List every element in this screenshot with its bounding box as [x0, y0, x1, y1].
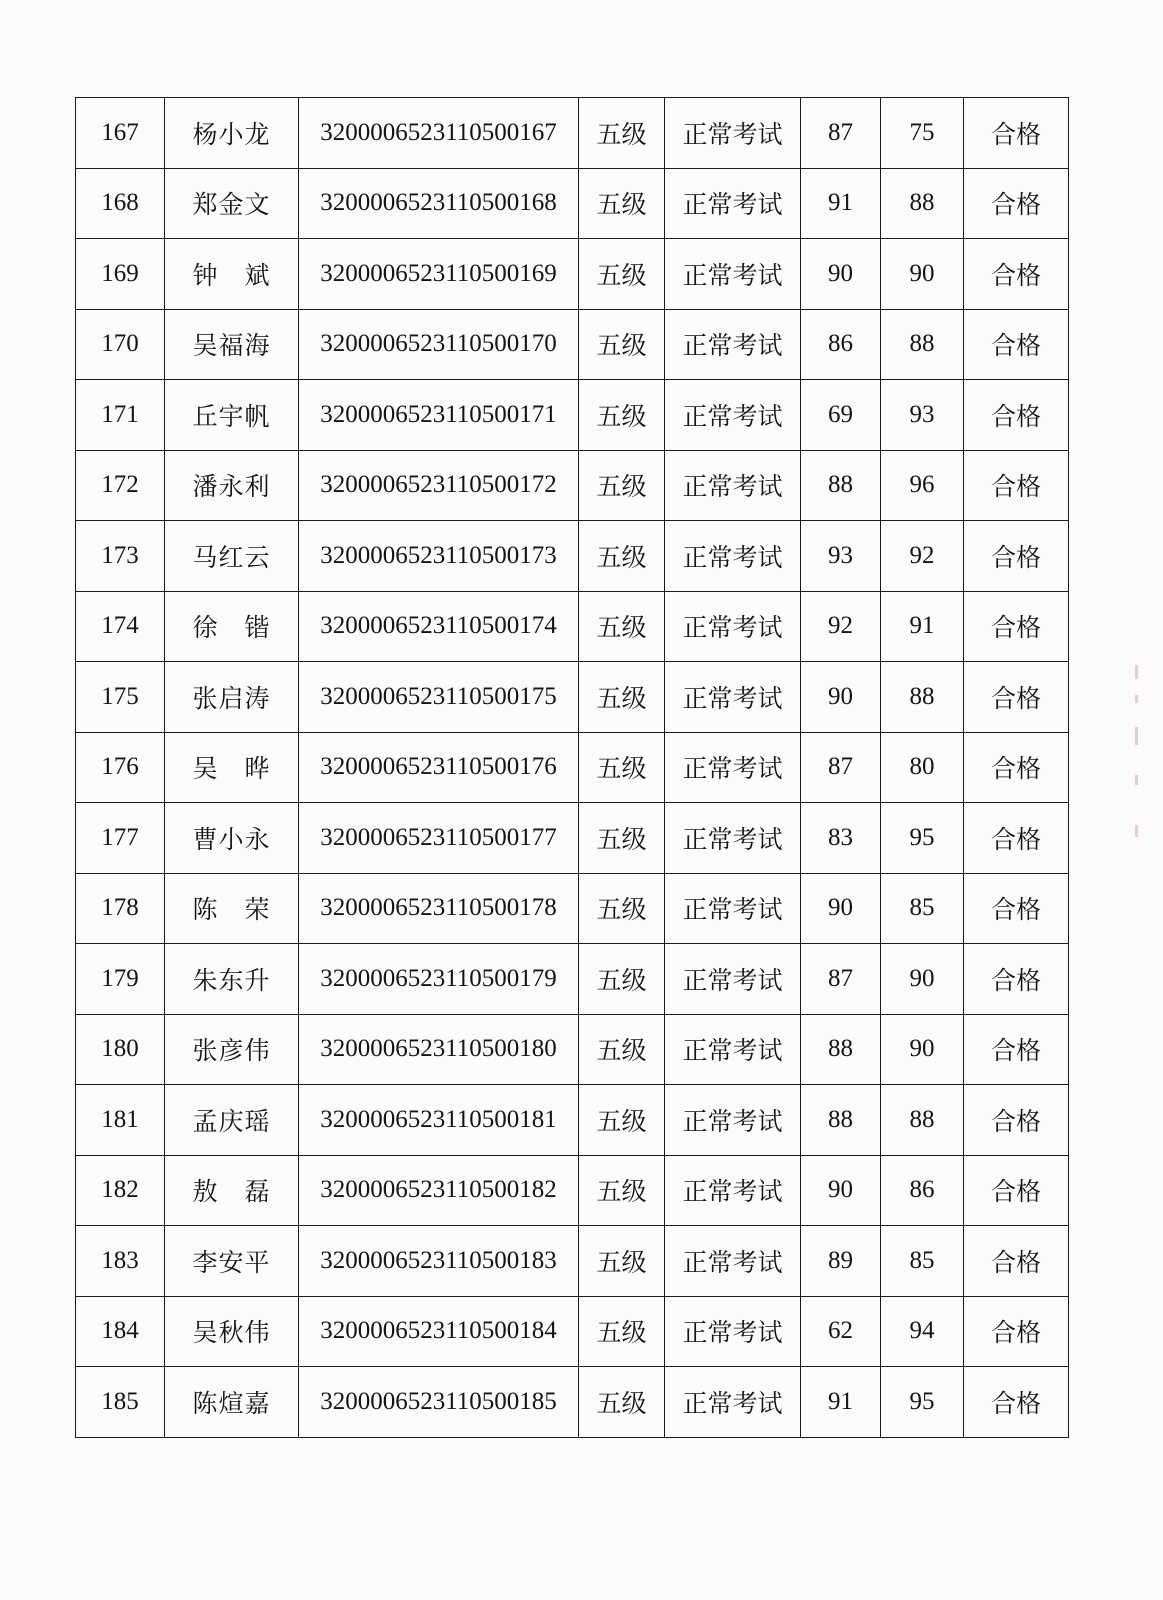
theory-score-cell: 90	[801, 239, 881, 310]
seq-cell: 177	[76, 803, 165, 874]
name-cell: 钟 斌	[165, 239, 299, 310]
table-row	[76, 803, 1069, 874]
table-row	[76, 944, 1069, 1015]
skill-score-cell: 88	[881, 662, 964, 733]
skill-score-cell: 86	[881, 1155, 964, 1226]
skill-score-cell: 85	[881, 873, 964, 944]
exam-type-cell: 正常考试	[665, 309, 801, 380]
result-cell: 合格	[964, 944, 1069, 1015]
seq-cell: 182	[76, 1155, 165, 1226]
certificate-id-cell: 3200006523110500177	[299, 803, 579, 874]
skill-score-cell: 93	[881, 380, 964, 451]
level-cell: 五级	[579, 1014, 665, 1085]
seq-cell: 167	[76, 98, 165, 169]
result-cell: 合格	[964, 309, 1069, 380]
skill-score-cell: 92	[881, 521, 964, 592]
table-row	[76, 1155, 1069, 1226]
table-row	[76, 380, 1069, 451]
exam-type-cell: 正常考试	[665, 732, 801, 803]
theory-score-cell: 91	[801, 168, 881, 239]
result-cell: 合格	[964, 1085, 1069, 1156]
table-row	[76, 98, 1069, 169]
exam-type-cell: 正常考试	[665, 1226, 801, 1297]
certificate-id-cell: 3200006523110500178	[299, 873, 579, 944]
certificate-id-cell: 3200006523110500173	[299, 521, 579, 592]
theory-score-cell: 91	[801, 1367, 881, 1438]
exam-type-cell: 正常考试	[665, 873, 801, 944]
name-cell: 陈煊嘉	[165, 1367, 299, 1438]
seq-cell: 178	[76, 873, 165, 944]
result-cell: 合格	[964, 450, 1069, 521]
skill-score-cell: 88	[881, 1085, 964, 1156]
level-cell: 五级	[579, 309, 665, 380]
name-cell: 丘宇帆	[165, 380, 299, 451]
exam-type-cell: 正常考试	[665, 380, 801, 451]
result-cell: 合格	[964, 1155, 1069, 1226]
exam-type-cell: 正常考试	[665, 662, 801, 733]
seq-cell: 185	[76, 1367, 165, 1438]
table-row	[76, 1085, 1069, 1156]
seq-cell: 170	[76, 309, 165, 380]
seq-cell: 181	[76, 1085, 165, 1156]
result-cell: 合格	[964, 521, 1069, 592]
theory-score-cell: 86	[801, 309, 881, 380]
level-cell: 五级	[579, 521, 665, 592]
seq-cell: 180	[76, 1014, 165, 1085]
skill-score-cell: 80	[881, 732, 964, 803]
certificate-id-cell: 3200006523110500168	[299, 168, 579, 239]
level-cell: 五级	[579, 944, 665, 1015]
theory-score-cell: 62	[801, 1296, 881, 1367]
name-cell: 张彦伟	[165, 1014, 299, 1085]
name-cell: 马红云	[165, 521, 299, 592]
exam-type-cell: 正常考试	[665, 98, 801, 169]
theory-score-cell: 93	[801, 521, 881, 592]
level-cell: 五级	[579, 98, 665, 169]
result-cell: 合格	[964, 873, 1069, 944]
level-cell: 五级	[579, 239, 665, 310]
name-cell: 曹小永	[165, 803, 299, 874]
certificate-id-cell: 3200006523110500169	[299, 239, 579, 310]
seq-cell: 183	[76, 1226, 165, 1297]
level-cell: 五级	[579, 591, 665, 662]
theory-score-cell: 88	[801, 450, 881, 521]
level-cell: 五级	[579, 1296, 665, 1367]
name-cell: 吴 晔	[165, 732, 299, 803]
theory-score-cell: 90	[801, 662, 881, 733]
table-row	[76, 239, 1069, 310]
certificate-id-cell: 3200006523110500170	[299, 309, 579, 380]
certificate-id-cell: 3200006523110500176	[299, 732, 579, 803]
table-row	[76, 521, 1069, 592]
certificate-id-cell: 3200006523110500185	[299, 1367, 579, 1438]
name-cell: 徐 锴	[165, 591, 299, 662]
theory-score-cell: 89	[801, 1226, 881, 1297]
skill-score-cell: 96	[881, 450, 964, 521]
exam-type-cell: 正常考试	[665, 944, 801, 1015]
skill-score-cell: 95	[881, 1367, 964, 1438]
exam-type-cell: 正常考试	[665, 1296, 801, 1367]
theory-score-cell: 92	[801, 591, 881, 662]
result-cell: 合格	[964, 239, 1069, 310]
table-row	[76, 732, 1069, 803]
result-cell: 合格	[964, 1367, 1069, 1438]
skill-score-cell: 95	[881, 803, 964, 874]
certificate-id-cell: 3200006523110500179	[299, 944, 579, 1015]
name-cell: 杨小龙	[165, 98, 299, 169]
certificate-id-cell: 3200006523110500182	[299, 1155, 579, 1226]
exam-type-cell: 正常考试	[665, 1367, 801, 1438]
results-table	[75, 97, 1069, 1438]
level-cell: 五级	[579, 168, 665, 239]
table-row	[76, 1014, 1069, 1085]
theory-score-cell: 88	[801, 1014, 881, 1085]
table-row	[76, 1367, 1069, 1438]
result-cell: 合格	[964, 732, 1069, 803]
table-row	[76, 450, 1069, 521]
result-cell: 合格	[964, 662, 1069, 733]
level-cell: 五级	[579, 380, 665, 451]
theory-score-cell: 87	[801, 944, 881, 1015]
seq-cell: 176	[76, 732, 165, 803]
result-cell: 合格	[964, 1226, 1069, 1297]
level-cell: 五级	[579, 662, 665, 733]
name-cell: 潘永利	[165, 450, 299, 521]
exam-type-cell: 正常考试	[665, 168, 801, 239]
certificate-id-cell: 3200006523110500180	[299, 1014, 579, 1085]
theory-score-cell: 87	[801, 732, 881, 803]
skill-score-cell: 90	[881, 239, 964, 310]
level-cell: 五级	[579, 1085, 665, 1156]
table-row	[76, 591, 1069, 662]
certificate-id-cell: 3200006523110500174	[299, 591, 579, 662]
seq-cell: 173	[76, 521, 165, 592]
name-cell: 孟庆瑶	[165, 1085, 299, 1156]
table-row	[76, 662, 1069, 733]
skill-score-cell: 90	[881, 1014, 964, 1085]
result-cell: 合格	[964, 1014, 1069, 1085]
theory-score-cell: 88	[801, 1085, 881, 1156]
certificate-id-cell: 3200006523110500175	[299, 662, 579, 733]
seq-cell: 171	[76, 380, 165, 451]
certificate-id-cell: 3200006523110500171	[299, 380, 579, 451]
result-cell: 合格	[964, 380, 1069, 451]
skill-score-cell: 88	[881, 309, 964, 380]
exam-type-cell: 正常考试	[665, 1155, 801, 1226]
table-row	[76, 1296, 1069, 1367]
level-cell: 五级	[579, 1367, 665, 1438]
name-cell: 张启涛	[165, 662, 299, 733]
level-cell: 五级	[579, 1226, 665, 1297]
theory-score-cell: 83	[801, 803, 881, 874]
table-row	[76, 873, 1069, 944]
name-cell: 朱东升	[165, 944, 299, 1015]
theory-score-cell: 90	[801, 1155, 881, 1226]
theory-score-cell: 69	[801, 380, 881, 451]
name-cell: 郑金文	[165, 168, 299, 239]
level-cell: 五级	[579, 873, 665, 944]
skill-score-cell: 85	[881, 1226, 964, 1297]
result-cell: 合格	[964, 1296, 1069, 1367]
theory-score-cell: 87	[801, 98, 881, 169]
certificate-id-cell: 3200006523110500167	[299, 98, 579, 169]
seq-cell: 179	[76, 944, 165, 1015]
scan-edge-marks	[1133, 665, 1141, 845]
seq-cell: 174	[76, 591, 165, 662]
exam-type-cell: 正常考试	[665, 1085, 801, 1156]
table-row	[76, 309, 1069, 380]
theory-score-cell: 90	[801, 873, 881, 944]
certificate-id-cell: 3200006523110500172	[299, 450, 579, 521]
certificate-id-cell: 3200006523110500183	[299, 1226, 579, 1297]
certificate-id-cell: 3200006523110500181	[299, 1085, 579, 1156]
name-cell: 陈 荣	[165, 873, 299, 944]
seq-cell: 168	[76, 168, 165, 239]
skill-score-cell: 88	[881, 168, 964, 239]
seq-cell: 172	[76, 450, 165, 521]
seq-cell: 175	[76, 662, 165, 733]
exam-type-cell: 正常考试	[665, 239, 801, 310]
level-cell: 五级	[579, 450, 665, 521]
result-cell: 合格	[964, 168, 1069, 239]
skill-score-cell: 94	[881, 1296, 964, 1367]
exam-type-cell: 正常考试	[665, 1014, 801, 1085]
level-cell: 五级	[579, 1155, 665, 1226]
level-cell: 五级	[579, 803, 665, 874]
table-row	[76, 1226, 1069, 1297]
level-cell: 五级	[579, 732, 665, 803]
name-cell: 李安平	[165, 1226, 299, 1297]
exam-type-cell: 正常考试	[665, 591, 801, 662]
result-cell: 合格	[964, 98, 1069, 169]
skill-score-cell: 90	[881, 944, 964, 1015]
exam-type-cell: 正常考试	[665, 450, 801, 521]
name-cell: 吴福海	[165, 309, 299, 380]
result-cell: 合格	[964, 803, 1069, 874]
seq-cell: 169	[76, 239, 165, 310]
result-cell: 合格	[964, 591, 1069, 662]
exam-type-cell: 正常考试	[665, 521, 801, 592]
skill-score-cell: 75	[881, 98, 964, 169]
exam-type-cell: 正常考试	[665, 803, 801, 874]
seq-cell: 184	[76, 1296, 165, 1367]
certificate-id-cell: 3200006523110500184	[299, 1296, 579, 1367]
table-row	[76, 168, 1069, 239]
name-cell: 吴秋伟	[165, 1296, 299, 1367]
skill-score-cell: 91	[881, 591, 964, 662]
name-cell: 敖 磊	[165, 1155, 299, 1226]
results-table-body	[76, 98, 1069, 1438]
